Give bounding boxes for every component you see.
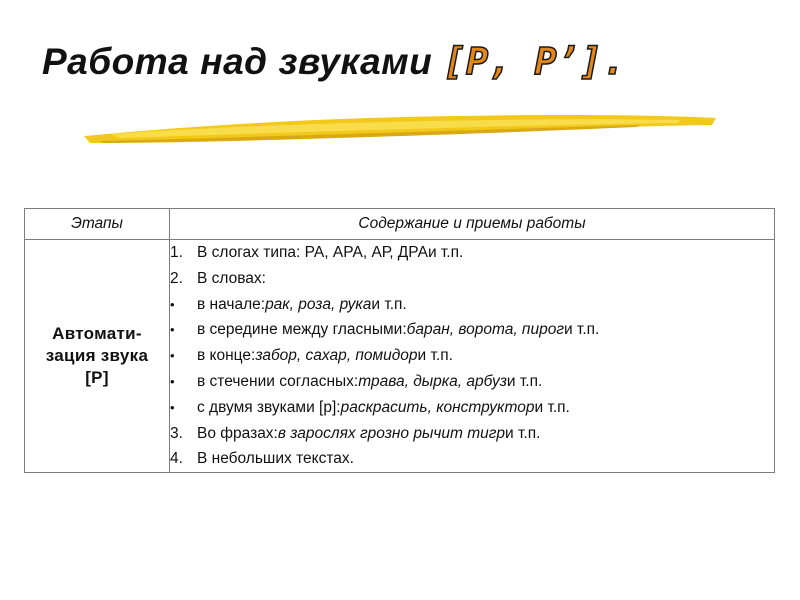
- bullet-icon: •: [170, 322, 175, 338]
- stage-line-1: Автомати-: [52, 324, 142, 344]
- list-item: [170, 266, 774, 292]
- bullet-icon: •: [170, 348, 175, 364]
- list-marker: 2.: [170, 269, 183, 287]
- stages-table: [24, 208, 775, 473]
- title-word-1: Работа: [42, 41, 190, 82]
- title-word-3: звуками: [278, 41, 433, 82]
- item-lead: с двумя звуками [р]:: [197, 398, 341, 416]
- item-examples: забор, сахар, помидор: [255, 347, 418, 365]
- list-item: [170, 446, 774, 472]
- list-item: [170, 369, 774, 395]
- stage-cell: [25, 240, 170, 473]
- item-examples: рак, роза, рука: [265, 295, 372, 313]
- list-marker: 1.: [170, 244, 183, 261]
- item-lead: в начале:: [197, 295, 266, 313]
- item-lead: В небольших текстах.: [197, 450, 354, 468]
- list-marker: 4.: [170, 450, 183, 468]
- slide-title: [42, 40, 625, 83]
- header-stages: Этапы: [25, 209, 170, 240]
- list-item: [170, 240, 774, 266]
- title-sounds: [Р, Р’].: [443, 40, 626, 83]
- item-tail: и т.п.: [427, 244, 464, 261]
- item-tail: и т.п.: [371, 295, 407, 313]
- stage-line-2: зация звука: [45, 346, 149, 366]
- stage-line-3: [Р]: [85, 368, 109, 388]
- item-examples: трава, дырка, арбуз: [358, 372, 507, 390]
- item-lead: Во фразах:: [197, 424, 278, 442]
- list-item: [170, 395, 774, 421]
- item-tail: и т.п.: [506, 372, 543, 390]
- title-word-2: над: [200, 41, 268, 82]
- item-lead: В слогах типа: РА, АРА, АР, ДРА: [197, 244, 428, 261]
- list-marker: 3.: [170, 424, 183, 442]
- bullet-icon: •: [170, 373, 175, 389]
- item-lead: в конце:: [197, 347, 256, 365]
- table-row: [25, 240, 775, 473]
- header-content: Содержание и приемы работы: [170, 209, 775, 240]
- list-item: [170, 292, 774, 318]
- list-item: [170, 317, 774, 343]
- item-tail: и т.п.: [563, 321, 600, 339]
- yellow-brush-stroke: [80, 112, 720, 148]
- item-examples: раскрасить, конструктор: [340, 398, 535, 416]
- bullet-icon: •: [170, 399, 175, 415]
- item-tail: и т.п.: [417, 347, 453, 365]
- item-lead: в середине между гласными:: [197, 321, 407, 339]
- item-lead: в стечении согласных:: [197, 372, 359, 390]
- table-header-row: [25, 209, 775, 240]
- item-tail: и т.п.: [534, 398, 570, 416]
- content-cell: [170, 240, 775, 473]
- list-item: [170, 421, 774, 447]
- bullet-icon: •: [170, 296, 175, 312]
- item-examples: в зарослях грозно рычит тигр: [277, 424, 506, 442]
- item-lead: В словах:: [197, 269, 266, 287]
- list-item: [170, 343, 774, 369]
- item-examples: баран, ворота, пирог: [406, 321, 564, 339]
- item-tail: и т.п.: [505, 424, 541, 442]
